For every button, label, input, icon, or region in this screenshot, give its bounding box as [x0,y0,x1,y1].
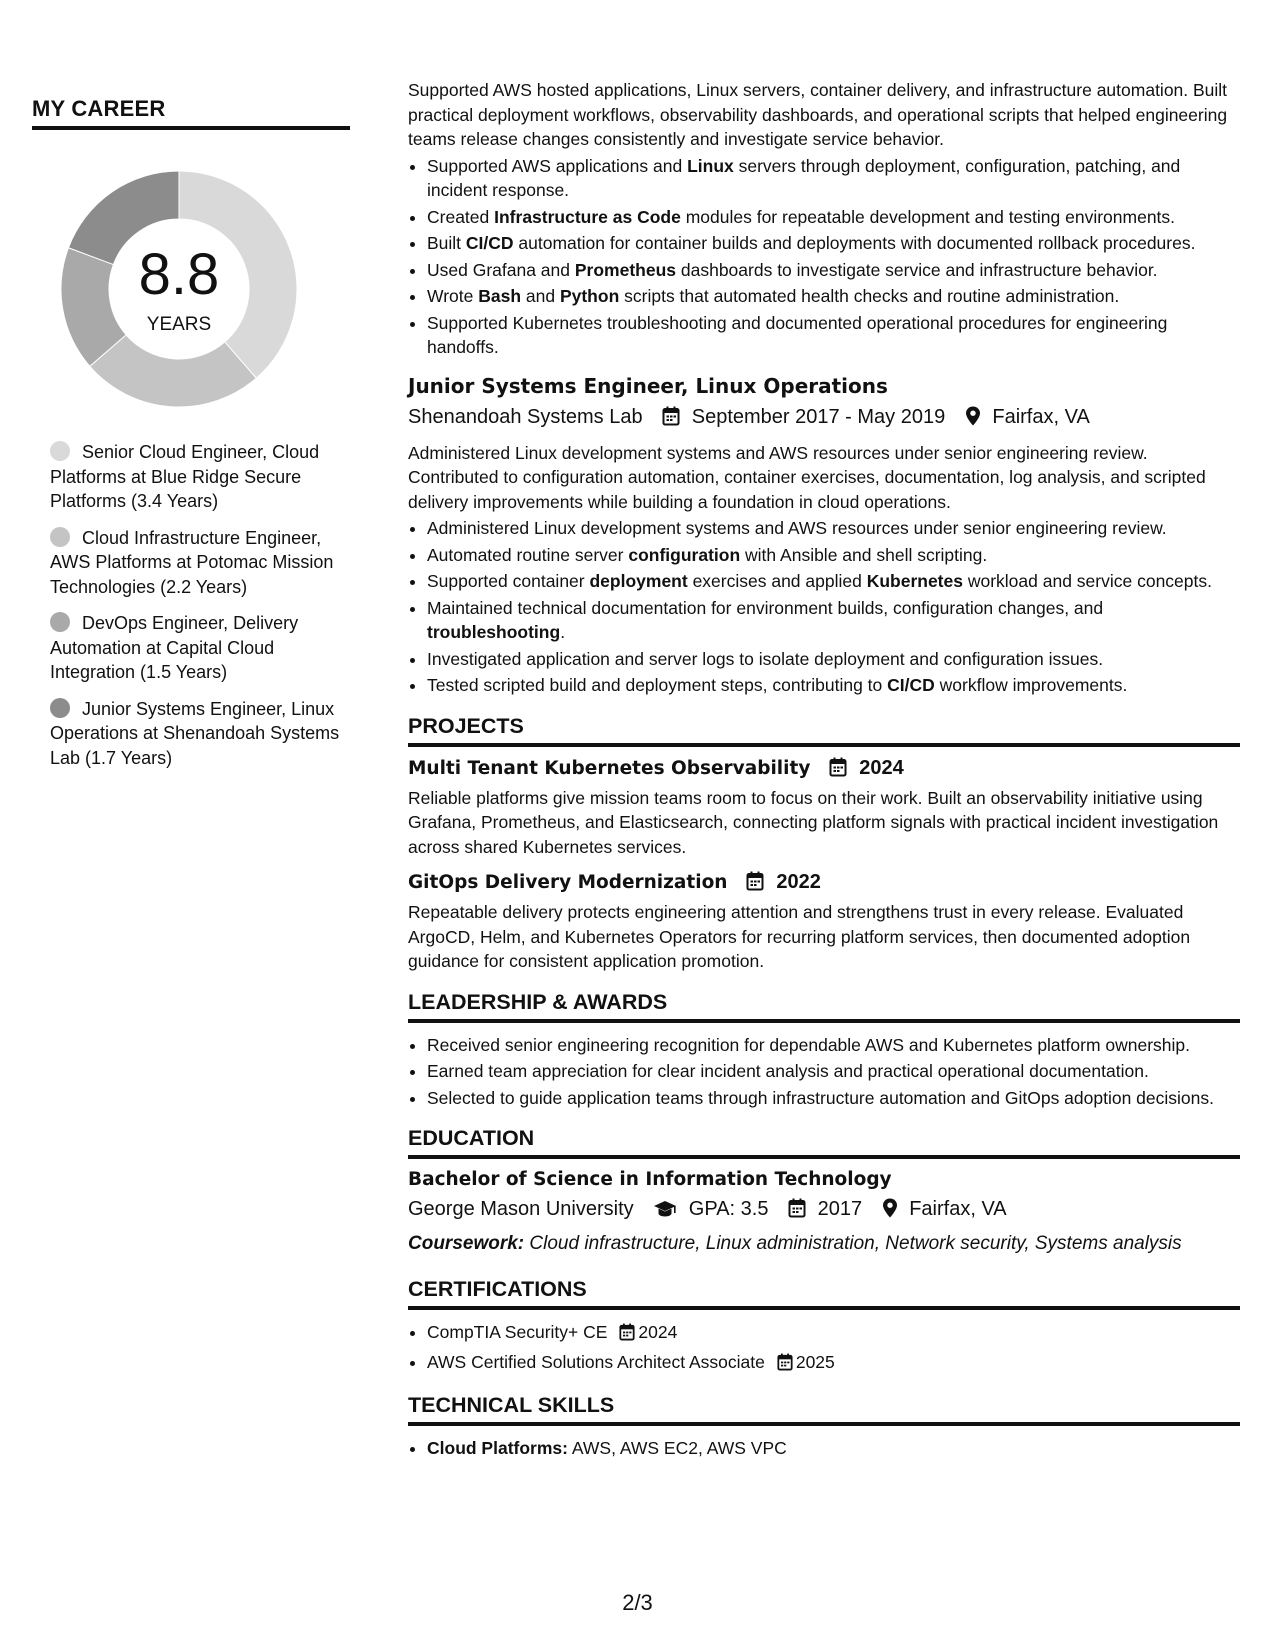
job-dates: September 2017 - May 2019 [691,405,946,428]
job-meta [408,402,1240,435]
cert-name: CompTIA Security+ CE [427,1322,608,1342]
list-item: • Built CI/CD automation for container builds and deployments with documented rollback procedures. [427,231,1240,256]
calendar-icon [777,1353,793,1378]
skill-values: AWS, AWS EC2, AWS VPC [567,1438,787,1458]
graduation-cap-icon [653,1197,677,1227]
list-item [427,1350,1240,1378]
project-title [408,757,1240,782]
project-year: 2022 [776,871,821,893]
list-item: • Supported container deployment exercises and applied Kubernetes workload and service concepts. [427,569,1240,594]
list-item: • Selected to guide application teams through infrastructure automation and GitOps adoption decisions. [427,1086,1240,1111]
experience-summary: Supported AWS hosted applications, Linux servers, container delivery, and infrastructure automation. Built practical deployment workflows, observability dashboards, and operational scripts that helped engineering teams release changes consistently and investigate service behavior. [408,80,1228,149]
legend-item [50,611,350,685]
education-heading: EDUCATION [408,1126,1240,1159]
school-name: George Mason University [408,1198,634,1220]
calendar-icon [662,405,680,435]
cert-year: 2024 [638,1322,678,1342]
calendar-icon [746,871,764,896]
project-name: Multi Tenant Kubernetes Observability [408,757,811,779]
location-pin-icon [965,405,981,435]
coursework [408,1233,1240,1255]
total-years-unit: YEARS [146,314,212,335]
location-pin-icon [882,1197,898,1227]
career-donut-chart [54,164,304,414]
certifications-list [408,1320,1240,1377]
list-item: • Received senior engineering recognition for dependable AWS and Kubernetes platform ownership. [427,1033,1240,1058]
legend-label: DevOps Engineer, Delivery Automation at Capital Cloud Integration (1.5 Years) [50,613,299,682]
legend-dot [50,441,70,461]
list-item: • Supported Kubernetes troubleshooting and documented operational procedures for engineering handoffs. [427,311,1240,360]
list-item: • Administered Linux development systems and AWS resources under senior engineering review. [427,516,1240,541]
experience-bullets [408,154,1240,360]
career-title: MY CAREER [32,96,350,130]
project-year: 2024 [859,756,904,779]
list-item: • Tested scripted build and deployment steps, contributing to CI/CD workflow improvements. [427,673,1240,698]
skills-heading: TECHNICAL SKILLS [408,1393,1240,1426]
job-location: Fairfax, VA [992,405,1090,428]
calendar-icon [619,1323,635,1348]
legend-dot [50,698,70,718]
projects-heading: PROJECTS [408,714,1240,747]
legend-dot [50,527,70,547]
coursework-label: Coursework: [408,1233,525,1254]
cert-year: 2025 [795,1351,835,1372]
leadership-list [408,1033,1240,1111]
project-description: Reliable platforms give mission teams room to focus on their work. Built an observability initiative using Grafana, Prometheus, and Elasticsearch, connecting platform signals with practical incident investigation across shared Kubernetes services. [408,787,1219,857]
legend-item [50,697,350,771]
career-sidebar [32,96,350,782]
list-item: • Automated routine server configuration with Ansible and shell scripting. [427,543,1240,568]
coursework-list: Cloud infrastructure, Linux administration, Network security, Systems analysis [524,1233,1182,1254]
total-years-value: 8.8 [138,242,220,307]
job-summary: Administered Linux development systems and AWS resources under senior engineering review. Contributed to configuration automation, container exercises, documentation, log analysis, and scripted delivery improvements while building a foundation in cloud operations. [408,442,1206,512]
company-name: Shenandoah Systems Lab [408,405,643,428]
page-number: 2/3 [622,1590,653,1615]
job-bullets [408,516,1240,698]
legend-item [50,440,350,514]
legend-label: Junior Systems Engineer, Linux Operations at Shenandoah Systems Lab (1.7 Years) [50,698,340,768]
project-title [408,871,1240,896]
list-item [427,1320,1240,1348]
list-item [427,1436,1240,1461]
list-item: • Investigated application and server logs to isolate deployment and configuration issues. [427,647,1240,672]
cert-name: AWS Certified Solutions Architect Associate [427,1351,765,1372]
job-title: Junior Systems Engineer, Linux Operations [408,373,888,398]
certifications-heading: CERTIFICATIONS [408,1277,1240,1310]
legend-label: Senior Cloud Engineer, Cloud Platforms at Blue Ridge Secure Platforms (3.4 Years) [50,442,320,511]
main-content [408,78,1240,1463]
project-description: Repeatable delivery protects engineering attention and strengthens trust in every release. Evaluated ArgoCD, Helm, and Kubernetes Operators for recurring platform services, then documented adoption guidance for consistent application promotion. [408,902,1191,971]
legend-label: Cloud Infrastructure Engineer, AWS Platforms at Potomac Mission Technologies (2.2 Years) [50,527,334,597]
legend-item [50,526,350,600]
list-item: • Earned team appreciation for clear incident analysis and practical operational documentation. [427,1059,1240,1084]
skills-list [408,1436,1240,1461]
calendar-icon [829,757,847,782]
skill-category: Cloud Platforms: [427,1438,568,1458]
list-item: • Created Infrastructure as Code modules for repeatable development and testing environments. [427,205,1240,230]
list-item: • Maintained technical documentation for environment builds, configuration changes, and troubleshooting. [427,596,1240,645]
project-name: GitOps Delivery Modernization [408,872,728,893]
degree-title: Bachelor of Science in Information Technology [408,1169,892,1190]
education-meta [408,1194,1240,1227]
calendar-icon [788,1197,806,1227]
list-item: • Used Grafana and Prometheus dashboards to investigate service and infrastructure behavior. [427,258,1240,283]
list-item: • Supported AWS applications and Linux servers through deployment, configuration, patching, and incident response. [427,154,1240,203]
school-location: Fairfax, VA [909,1198,1007,1220]
leadership-heading: LEADERSHIP & AWARDS [408,990,1240,1023]
career-legend [50,440,350,770]
list-item: • Wrote Bash and Python scripts that automated health checks and routine administration. [427,284,1240,309]
gpa-value: GPA: 3.5 [688,1198,769,1220]
graduation-year: 2017 [817,1198,863,1220]
legend-dot [50,612,70,632]
